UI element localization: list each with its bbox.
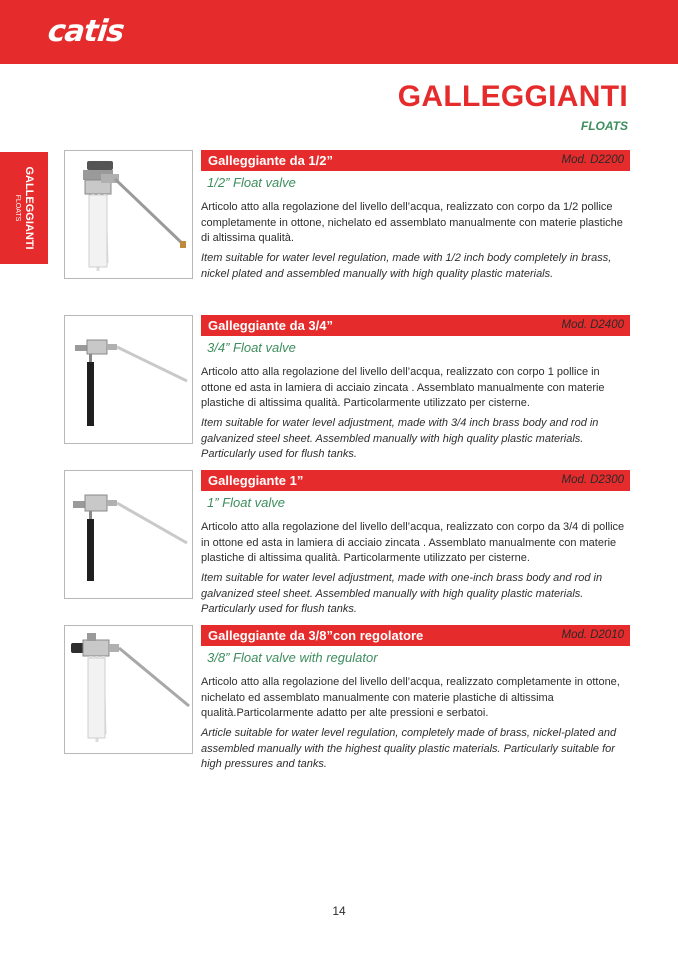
product-title: Galleggiante da 3/8”con regolatore: [208, 628, 424, 643]
model-label: Mod.: [561, 474, 588, 486]
side-tab-subtitle: FLOATS: [14, 194, 21, 222]
side-category-tab[interactable]: [0, 152, 48, 264]
product-description-en: Item suitable for water level adjustment, made with one-inch brass body and rod in galvanized steel sheet. Assembled manually with high quality plastic materials. Particularly used for flush tanks.: [201, 572, 603, 616]
product-model: [559, 629, 624, 641]
model-code: D2400: [590, 319, 624, 331]
model-label: Mod.: [561, 319, 588, 331]
model-label: Mod.: [561, 154, 588, 166]
product-description-it: Articolo atto alla regolazione del livello dell’acqua, realizzato completamente in ottone, nichelato ed assemblato manualmente con materie plastiche di altissima qualità.Particolarmente adatto per alte pressioni e serbatoi.: [201, 676, 620, 720]
product-name-en: 3/8” Float valve with regulator: [207, 650, 378, 665]
float-valve-half-inch-image: [65, 151, 192, 278]
product-card: [64, 315, 630, 461]
page-title: GALLEGGIANTI: [397, 80, 628, 113]
product-model: [559, 154, 624, 166]
product-image[interactable]: [64, 150, 193, 279]
product-image[interactable]: [64, 470, 193, 599]
side-tab-text: [14, 166, 34, 249]
float-valve-one-inch-image: [65, 471, 192, 598]
product-name-en: 1” Float valve: [207, 495, 286, 510]
product-title-bar: [201, 315, 630, 336]
product-title: Galleggiante 1”: [208, 473, 304, 488]
product-model: [559, 474, 624, 486]
product-name-en: 3/4” Float valve: [207, 340, 296, 355]
model-code: D2300: [590, 474, 624, 486]
product-description-it: Articolo atto alla regolazione del livello dell’acqua, realizzato con corpo da 1/2 pollice completamente in ottone, nichelato ed assemblato manualmente con materie plastiche di altissima qualità.: [201, 201, 623, 245]
product-description-it: Articolo atto alla regolazione del livello dell’acqua, realizzato con corpo 1 pollice in ottone ed asta in lamiera di acciaio zincata . Assemblato manualmente con materie plastiche di altissima qualità. Particolarmente utilizzato per cisterne.: [201, 366, 605, 410]
model-label: Mod.: [561, 629, 588, 641]
header-bar: [0, 0, 678, 64]
product-description-it: Articolo atto alla regolazione del livello dell’acqua, realizzato con corpo da 3/4 di pollice in ottone ed asta in lamiera di acciaio zincata . Assemblato manualmente con materie plastiche di altissima qualità. Particolarmente utilizzato per cisterne.: [201, 521, 625, 565]
product-image[interactable]: [64, 315, 193, 444]
product-title: Galleggiante da 1/2”: [208, 153, 333, 168]
float-valve-regulator-image: [65, 626, 192, 753]
product-title-bar: [201, 150, 630, 171]
product-name-en: 1/2” Float valve: [207, 175, 296, 190]
model-code: D2010: [590, 629, 624, 641]
product-card: [64, 470, 630, 616]
page-number: 14: [332, 904, 346, 918]
brand-logo[interactable]: catis: [46, 14, 126, 49]
product-model: [559, 319, 624, 331]
float-valve-three-quarter-image: [65, 316, 192, 443]
product-title-bar: [201, 470, 630, 491]
product-description-en: Article suitable for water level regulation, completely made of brass, nickel-plated and assembled manually with the highest quality plastic materials. Particularly suitable for high pressures and tanks.: [201, 727, 617, 771]
product-card: [64, 150, 630, 280]
product-description-en: Item suitable for water level adjustment, made with 3/4 inch brass body and rod in galvanized steel sheet. Assembled manually with high quality plastic materials. Particularly used for flush tanks.: [201, 417, 599, 461]
product-title-bar: [201, 625, 630, 646]
product-title: Galleggiante da 3/4”: [208, 318, 333, 333]
product-description-en: Item suitable for water level regulation, made with 1/2 inch body completely in brass, nickel plated and assembled manually with high quality plastic materials.: [201, 252, 612, 280]
page-subtitle: FLOATS: [580, 119, 628, 133]
product-card: [64, 625, 630, 775]
side-tab-title: GALLEGGIANTI: [23, 166, 35, 250]
product-image[interactable]: [64, 625, 193, 754]
model-code: D2200: [590, 154, 624, 166]
